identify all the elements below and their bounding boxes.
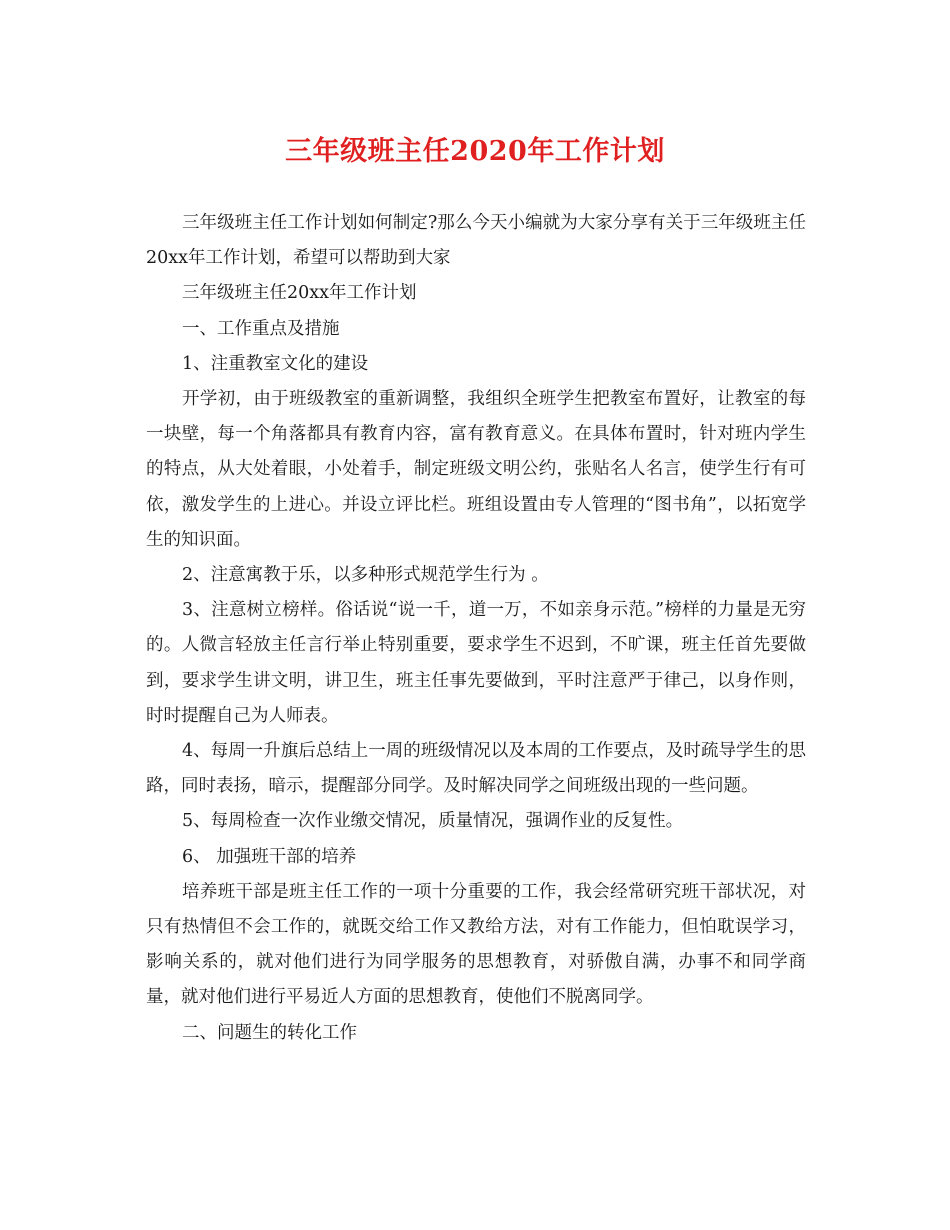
section-heading-2: 二、问题生的转化工作 [182, 1022, 357, 1043]
paragraph-classroom-culture: 开学初，由于班级教室的重新调整，我组织全班学生把教室布置好，让教室的每一块壁，每一个角落都具有教育内容，富有教育意义。在具体布置时，针对班内学生的特点，从大处着眼，小处着手，制定班级文明公约，张贴名人名言，使学生行有可依，激发学生的上进心。并设立评比栏。班组设置由专人管理的“图书角”，以拓宽学生的知识面。 [146, 389, 806, 550]
item-5: 5、每周检查一次作业缴交情况，质量情况，强调作业的反复性。 [182, 811, 684, 832]
item-4: 4、每周一升旗后总结上一周的班级情况以及本周的工作要点，及时疏导学生的思路，同时表扬，暗示，提醒部分同学。及时解决同学之间班级出现的一些问题。 [146, 741, 806, 797]
paragraph-class-cadres: 培养班干部是班主任工作的一项十分重要的工作，我会经常研究班干部状况，对只有热情但不会工作的，就既交给工作又教给方法，对有工作能力，但怕耽误学习，影响关系的，就对他们进行为同学服务的思想教育，对骄傲自满，办事不和同学商量，就对他们进行平易近人方面的思想教育，使他们不脱离同学。 [146, 881, 806, 1008]
paragraph-intro: 三年级班主任工作计划如何制定?那么今天小编就为大家分享有关于三年级班主任20xx年工作计划，希望可以帮助到大家 [146, 213, 806, 269]
section-heading-1: 一、工作重点及措施 [182, 318, 340, 339]
document-body [146, 206, 806, 1051]
item-heading-6: 6、 加强班干部的培养 [182, 846, 357, 867]
item-2: 2、注意寓教于乐，以多种形式规范学生行为 。 [182, 565, 549, 586]
paragraph-subtitle: 三年级班主任20xx年工作计划 [182, 283, 417, 304]
item-heading-1: 1、注重教室文化的建设 [182, 353, 369, 374]
document-title: 三年级班主任2020年工作计划 [285, 136, 665, 167]
item-3: 3、注意树立榜样。俗话说“说一千，道一万，不如亲身示范。”榜样的力量是无穷的。人微言轻放主任言行举止特别重要，要求学生不迟到，不旷课，班主任首先要做到，要求学生讲文明，讲卫生，班主任事先要做到，平时注意严于律己，以身作则，时时提醒自己为人师表。 [146, 600, 806, 726]
